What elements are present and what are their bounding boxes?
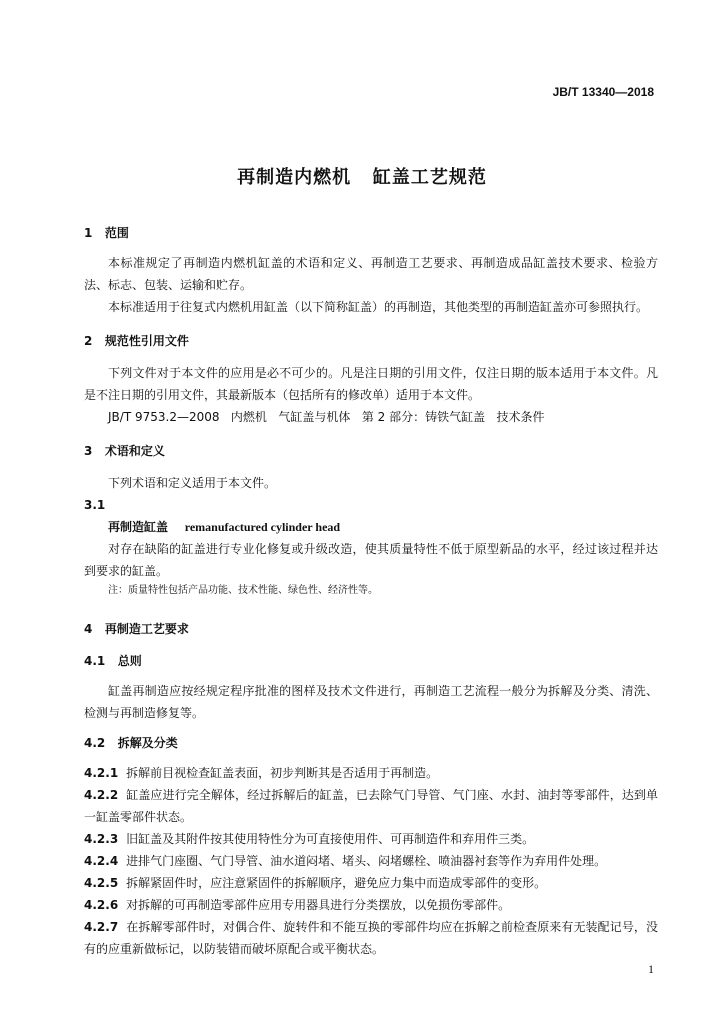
clause-item bbox=[84, 828, 658, 850]
clause-text: 拆解紧固件时，应注意紧固件的拆解顺序，避免应力集中而造成零部件的变形。 bbox=[126, 876, 547, 890]
section-2-heading: 2 规范性引用文件 bbox=[84, 334, 189, 348]
clause-item bbox=[84, 916, 658, 960]
clause-text: 进排气门座圈、气门导管、油水道闷堵、堵头、闷堵螺栓、喷油器衬套等作为弃用件处理。 bbox=[126, 854, 607, 868]
section-1-paragraph-1: 本标准规定了再制造内燃机缸盖的术语和定义、再制造工艺要求、再制造成品缸盖技术要求、检验方法、标志、包装、运输和贮存。 bbox=[84, 256, 658, 292]
section-2-paragraph-1: 下列文件对于本文件的应用是必不可少的。凡是注日期的引用文件，仅注日期的版本适用于本文件。凡是不注日期的引用文件，其最新版本（包括所有的修改单）适用于本文件。 bbox=[84, 366, 658, 402]
page-number: 1 bbox=[648, 962, 654, 976]
section-4-2-heading: 4.2 拆解及分类 bbox=[84, 736, 178, 750]
section-4-heading: 4 再制造工艺要求 bbox=[84, 622, 189, 636]
term-chinese: 再制造缸盖 bbox=[108, 520, 169, 534]
clause-number: 4.2.7 bbox=[84, 920, 119, 934]
term-note: 注：质量特性包括产品功能、技术性能、绿色性、经济性等。 bbox=[108, 585, 378, 596]
term-number: 3.1 bbox=[84, 498, 106, 512]
clause-item bbox=[84, 850, 658, 872]
clause-text: 拆解前目视检查缸盖表面，初步判断其是否适用于再制造。 bbox=[126, 766, 439, 780]
document-title: 再制造内燃机 缸盖工艺规范 bbox=[237, 167, 487, 188]
section-3-heading: 3 术语和定义 bbox=[84, 444, 165, 458]
standard-number: JB/T 13340—2018 bbox=[552, 85, 654, 99]
clause-number: 4.2.2 bbox=[84, 788, 119, 802]
normative-reference: JB/T 9753.2—2008 内燃机 气缸盖与机体 第 2 部分：铸铁气缸盖 技术条件 bbox=[108, 410, 545, 424]
section-3-paragraph-1: 下列术语和定义适用于本文件。 bbox=[108, 476, 277, 490]
clause-number: 4.2.1 bbox=[84, 766, 119, 780]
clause-number: 4.2.5 bbox=[84, 876, 119, 890]
term-english: remanufactured cylinder head bbox=[184, 520, 341, 534]
section-4-1-paragraph: 缸盖再制造应按经规定程序批准的图样及技术文件进行，再制造工艺流程一般分为拆解及分类、清洗、检测与再制造修复等。 bbox=[84, 684, 658, 720]
clause-item bbox=[84, 872, 658, 894]
term-entry bbox=[84, 516, 658, 538]
clause-text: 旧缸盖及其附件按其使用特性分为可直接使用件、可再制造件和弃用件三类。 bbox=[126, 832, 535, 846]
clause-number: 4.2.3 bbox=[84, 832, 119, 846]
document-body bbox=[84, 222, 658, 960]
clause-item bbox=[84, 894, 658, 916]
clause-number: 4.2.6 bbox=[84, 898, 119, 912]
section-1-heading: 1 范围 bbox=[84, 226, 129, 240]
clause-text: 缸盖应进行完全解体，经过拆解后的缸盖，已去除气门导管、气门座、水封、油封等零部件，达到单一缸盖零部件状态。 bbox=[84, 788, 658, 824]
clause-number: 4.2.4 bbox=[84, 854, 119, 868]
clause-text: 对拆解的可再制造零部件应用专用器具进行分类摆放，以免损伤零部件。 bbox=[126, 898, 511, 912]
clause-item bbox=[84, 784, 658, 828]
term-definition: 对存在缺陷的缸盖进行专业化修复或升级改造，使其质量特性不低于原型新品的水平，经过该过程并达到要求的缸盖。 bbox=[84, 542, 658, 578]
clause-text: 在拆解零部件时，对偶合件、旋转件和不能互换的零部件均应在拆解之前检查原来有无装配记号，没有的应重新做标记，以防装错而破坏原配合或平衡状态。 bbox=[84, 920, 658, 956]
clause-list bbox=[84, 762, 658, 960]
clause-item bbox=[84, 762, 658, 784]
section-1-paragraph-2: 本标准适用于往复式内燃机用缸盖（以下简称缸盖）的再制造，其他类型的再制造缸盖亦可参照执行。 bbox=[108, 300, 649, 314]
section-4-1-heading: 4.1 总则 bbox=[84, 654, 142, 668]
